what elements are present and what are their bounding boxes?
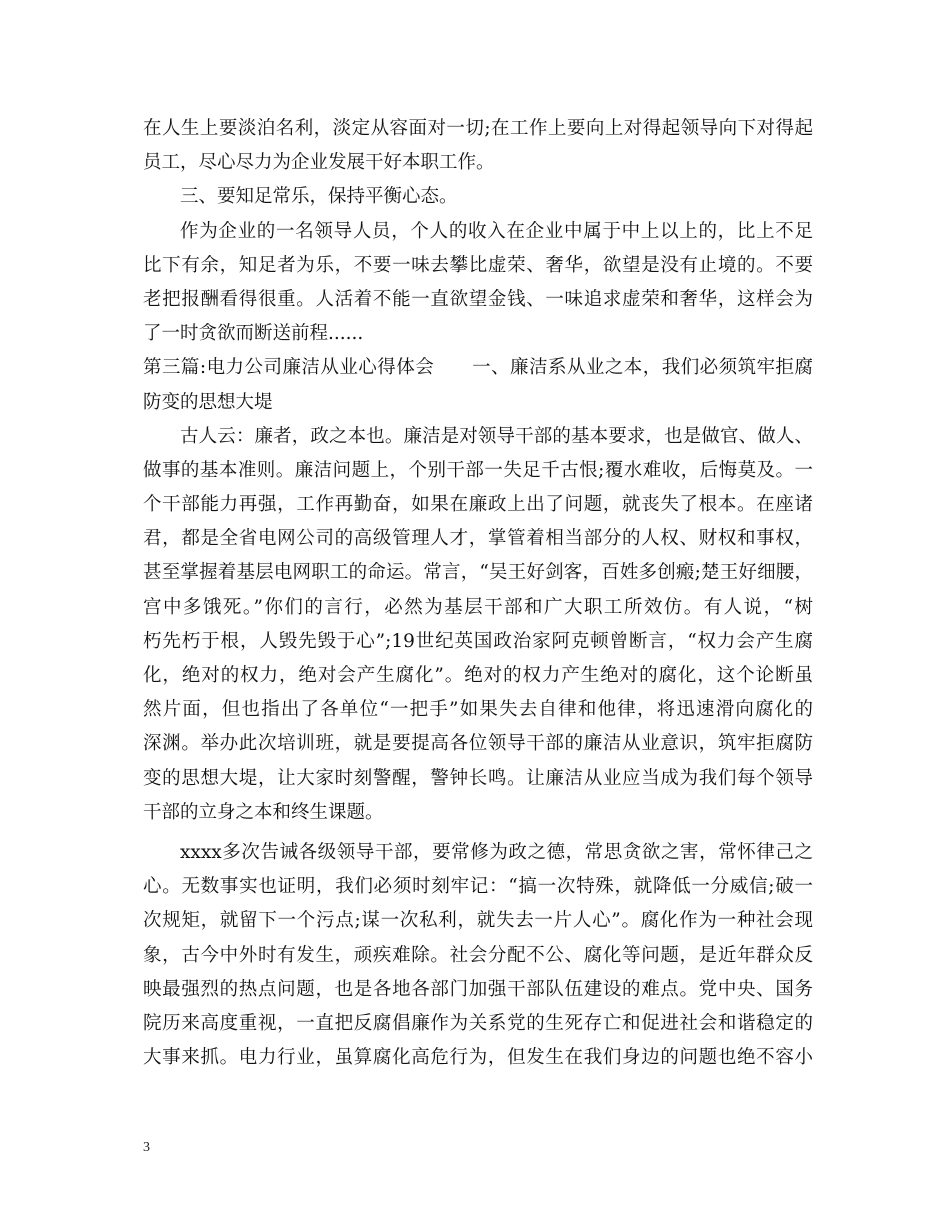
text-line: xxxx多次告诫各级领导干部，要常修为政之德，常思贪欲之害，常怀律己之: [180, 841, 813, 863]
text-line: 朽先朽于根，人毁先毁于心”;19世纪英国政治家阿克顿曾断言，“权力会产生腐: [143, 630, 813, 652]
text-line: 化，绝对的权力，绝对会产生腐化”。绝对的权力产生绝对的腐化，这个论断虽: [143, 665, 813, 686]
text-line: 作为企业的一名领导人员，个人的收入在企业中属于中上以上的，比上不足: [180, 220, 813, 242]
text-line: 员工，尽心尽力为企业发展干好本职工作。: [143, 152, 495, 174]
section-heading: 三、要知足常乐，保持平衡心态。: [180, 186, 458, 208]
text-line: 了一时贪欲而断送前程......: [143, 323, 364, 345]
text-line: 心。无数事实也证明，我们必须时刻牢记：“搞一次特殊，就降低一分威信;破一: [143, 876, 813, 898]
text-line: 次规矩，就留下一个污点;谋一次私利，就失去一片人心”。腐化作为一种社会现: [143, 910, 813, 932]
text-line: 甚至掌握着基层电网职工的命运。常言，“吴王好剑客，百姓多创瘢;楚王好细腰，: [143, 562, 813, 584]
text-line: 变的思想大堤，让大家时刻警醒，警钟长鸣。让廉洁从业应当成为我们每个领导: [143, 767, 813, 789]
text-line: 老把报酬看得很重。人活着不能一直欲望金钱、一味追求虚荣和奢华，这样会为: [143, 288, 813, 310]
document-body: [143, 112, 813, 1075]
text-line: 比下有余，知足者为乐，不要一味去攀比虚荣、奢华，欲望是没有止境的。不要: [143, 254, 813, 276]
text-line: 在人生上要淡泊名利，淡定从容面对一切;在工作上要向上对得起领导向下对得起: [143, 118, 813, 139]
text-line: 做事的基本准则。廉洁问题上，个别干部一失足千古恨;覆水难收，后悔莫及。一: [143, 459, 813, 481]
text-line: 干部的立身之本和终生课题。: [143, 801, 384, 823]
text-line: 映最强烈的热点问题，也是各地各部门加强干部队伍建设的难点。党中央、国务: [143, 978, 813, 1000]
text-line: 象，古今中外时有发生，顽疾难除。社会分配不公、腐化等问题，是近年群众反: [143, 944, 813, 966]
text-line: 个干部能力再强，工作再勤奋，如果在廉政上出了问题，就丧失了根本。在座诸: [143, 494, 813, 516]
text-line: 古人云：廉者，政之本也。廉洁是对领导干部的基本要求，也是做官、做人、: [180, 425, 813, 447]
text-line: 宫中多饿死。”你们的言行，必然为基层干部和广大职工所效仿。有人说，“树: [143, 596, 813, 618]
article-title-line: 防变的思想大堤: [143, 391, 273, 413]
article-title-line: 第三篇:电力公司廉洁从业心得体会 一、廉洁系从业之本，我们必须筑牢拒腐: [143, 357, 813, 379]
page-number: 3: [143, 1140, 150, 1155]
text-line: 大事来抓。电力行业，虽算腐化高危行为，但发生在我们身边的问题也绝不容小: [143, 1047, 813, 1069]
text-line: 深渊。举办此次培训班，就是要提高各位领导干部的廉洁从业意识，筑牢拒腐防: [143, 733, 813, 755]
text-line: 然片面，但也指出了各单位“一把手”如果失去自律和他律，将迅速滑向腐化的: [143, 699, 813, 721]
text-line: 君，都是全省电网公司的高级管理人才，掌管着相当部分的人权、财权和事权，: [143, 528, 813, 550]
text-line: 院历来高度重视，一直把反腐倡廉作为关系党的生死存亡和促进社会和谐稳定的: [143, 1012, 813, 1034]
